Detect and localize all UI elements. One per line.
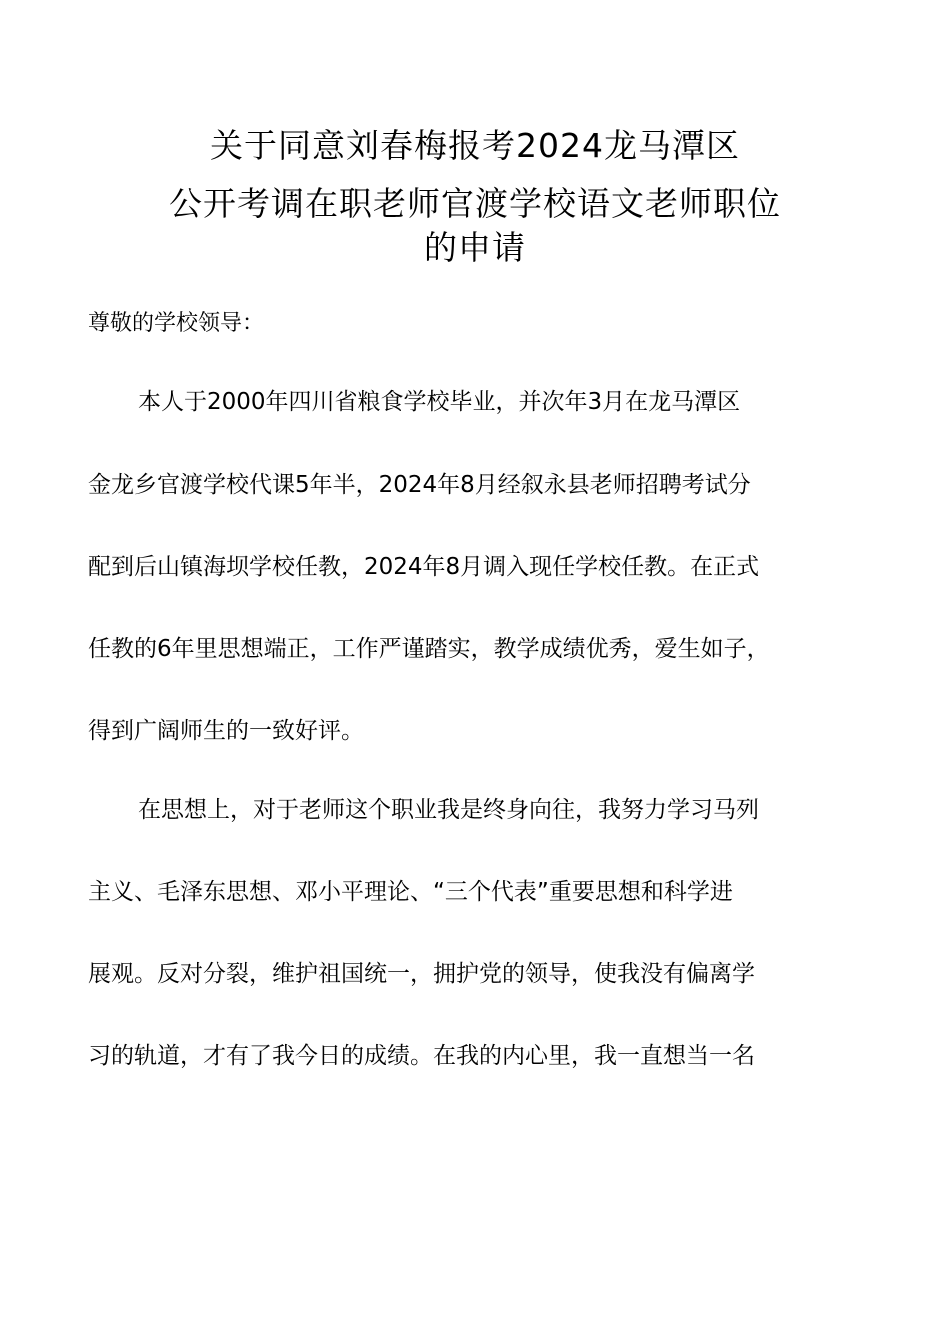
salutation: 尊敬的学校领导：: [88, 311, 265, 336]
paragraph-1-line-3: 配到后山镇海坝学校任教，2024年8月调入现任学校任教。在正式: [88, 554, 760, 580]
document-title: [60, 126, 890, 272]
paragraph-2-line-3: 展观。反对分裂，维护祖国统一，拥护党的领导，使我没有偏离学: [88, 961, 755, 987]
paragraph-1-line-5: 得到广阔师生的一致好评。: [88, 718, 364, 744]
paragraph-1-line-4: 任教的6年里思想端正，工作严谨踏实，教学成绩优秀，爱生如子，: [88, 636, 770, 662]
paragraph-2-line-1: 在思想上，对于老师这个职业我是终身向往，我努力学习马列: [138, 797, 759, 823]
title-line-2: 公开考调在职老师官渡学校语文老师职位: [169, 184, 781, 223]
paragraph-1-line-1: 本人于2000年四川省粮食学校毕业，并次年3月在龙马潭区: [138, 389, 741, 415]
paragraph-2-line-4: 习的轨道，才有了我今日的成绩。在我的内心里，我一直想当一名: [88, 1043, 755, 1069]
title-line-3: 的申请: [424, 228, 526, 267]
title-line-1: 关于同意刘春梅报考2024龙马潭区: [210, 126, 740, 165]
paragraph-1-line-2: 金龙乡官渡学校代课5年半，2024年8月经叙永县老师招聘考试分: [88, 472, 751, 498]
paragraph-2-line-2: 主义、毛泽东思想、邓小平理论、“三个代表”重要思想和科学进: [88, 879, 733, 905]
